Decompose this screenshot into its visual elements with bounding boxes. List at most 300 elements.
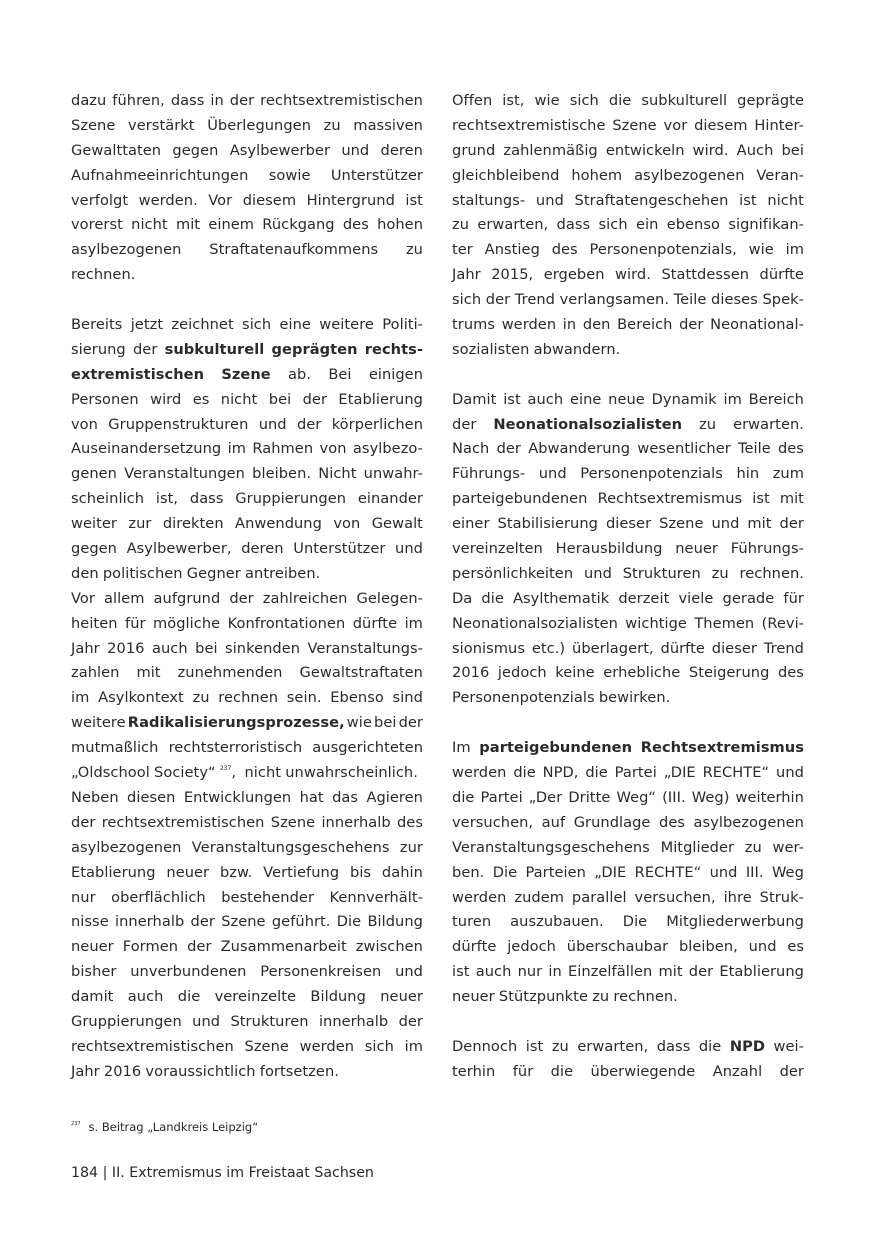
word: überwiegende bbox=[590, 1062, 696, 1080]
word: sein. bbox=[286, 689, 322, 707]
word: neuer bbox=[166, 863, 210, 881]
text-line bbox=[71, 960, 423, 985]
text-line bbox=[452, 213, 804, 238]
word: Society“ bbox=[154, 764, 216, 782]
word: hohen bbox=[377, 216, 423, 234]
text-line bbox=[452, 487, 804, 512]
word-with-footnote bbox=[154, 761, 240, 786]
text-line bbox=[452, 437, 804, 462]
text-line bbox=[71, 487, 423, 512]
word: Szene bbox=[221, 913, 266, 931]
word: Damit bbox=[452, 390, 497, 408]
word: „Oldschool bbox=[71, 764, 150, 782]
word: ist, bbox=[155, 490, 179, 508]
word: wesentlicher bbox=[637, 440, 731, 458]
word: Spek- bbox=[762, 291, 804, 309]
text-line bbox=[71, 164, 423, 189]
word: innerhalb bbox=[115, 913, 185, 931]
word: nicht bbox=[131, 216, 168, 234]
word: auch bbox=[127, 988, 164, 1006]
word: 2016 bbox=[103, 1062, 142, 1080]
word: nur bbox=[517, 963, 543, 981]
word: bleiben, bbox=[678, 938, 738, 956]
word: der bbox=[398, 714, 423, 732]
word: sich bbox=[598, 216, 628, 234]
word: der bbox=[688, 963, 714, 981]
word: Konfrontationen bbox=[227, 614, 346, 632]
text-line bbox=[452, 811, 804, 836]
word: antreiben. bbox=[245, 564, 321, 582]
word: weiterhin bbox=[735, 788, 804, 806]
word: der bbox=[679, 316, 704, 334]
word: Partei bbox=[480, 788, 523, 806]
word: einander bbox=[357, 490, 423, 508]
word: Überlegungen bbox=[207, 116, 311, 134]
word: Szene bbox=[659, 515, 704, 533]
word: ist bbox=[752, 490, 770, 508]
word: zu bbox=[551, 1037, 569, 1055]
word: hohem bbox=[571, 166, 623, 184]
word: dass bbox=[656, 1037, 691, 1055]
word: zu bbox=[711, 564, 729, 582]
word: einer bbox=[452, 515, 490, 533]
word: dieses bbox=[711, 291, 758, 309]
word: Bereich bbox=[748, 390, 804, 408]
text-line bbox=[71, 189, 423, 214]
word: Jahr bbox=[71, 639, 100, 657]
word: genen bbox=[71, 465, 117, 483]
word: überschaubar bbox=[566, 938, 669, 956]
word: Kennverhält- bbox=[329, 888, 423, 906]
word: weitere bbox=[319, 316, 374, 334]
word: grund bbox=[452, 141, 496, 159]
text-line bbox=[452, 164, 804, 189]
word: innerhalb bbox=[318, 1012, 389, 1030]
word: gleichbleibend bbox=[452, 166, 560, 184]
word: Neben bbox=[71, 788, 119, 806]
word: dürfte bbox=[352, 614, 398, 632]
word: staltungs- bbox=[452, 191, 526, 209]
text-line bbox=[452, 388, 804, 413]
text-line bbox=[452, 960, 804, 985]
word: auch bbox=[527, 390, 564, 408]
word: versuchen, bbox=[634, 888, 716, 906]
word: zu bbox=[323, 116, 341, 134]
word: Formen bbox=[122, 938, 179, 956]
text-line bbox=[71, 562, 423, 587]
word: neuer bbox=[675, 540, 718, 558]
word: Weg bbox=[771, 863, 804, 881]
text-line bbox=[452, 761, 804, 786]
text-line bbox=[452, 836, 804, 861]
word: Die bbox=[492, 863, 518, 881]
text-line bbox=[71, 711, 423, 736]
word: der bbox=[229, 589, 254, 607]
word: dürfte bbox=[452, 938, 497, 956]
word: es bbox=[787, 938, 804, 956]
word: die bbox=[698, 1037, 722, 1055]
word: verfolgt bbox=[71, 191, 129, 209]
word: massiven bbox=[353, 116, 423, 134]
word: Gewalt bbox=[371, 515, 423, 533]
word: sich bbox=[242, 316, 272, 334]
word: Partei bbox=[614, 764, 657, 782]
text-line bbox=[71, 886, 423, 911]
word: die bbox=[177, 988, 201, 1006]
word: 2016 bbox=[452, 664, 490, 682]
word: bei bbox=[268, 390, 292, 408]
word: zunehmenden bbox=[177, 664, 283, 682]
word: parallel bbox=[571, 888, 627, 906]
word: der bbox=[296, 415, 322, 433]
word: im bbox=[785, 241, 804, 259]
word: neuer bbox=[452, 988, 495, 1006]
word: voraussichtlich bbox=[145, 1062, 256, 1080]
text-line bbox=[452, 612, 804, 637]
word: asylbezogenen bbox=[634, 166, 745, 184]
word: sich bbox=[364, 1037, 394, 1055]
word: dass bbox=[556, 216, 591, 234]
word: Veran- bbox=[756, 166, 804, 184]
word: (Revi- bbox=[761, 614, 804, 632]
word: Parteien bbox=[525, 863, 586, 881]
word: politischen bbox=[102, 564, 183, 582]
word: erhebliche bbox=[603, 664, 681, 682]
word: die bbox=[585, 764, 608, 782]
word: innerhalb bbox=[321, 813, 391, 831]
word: Zusammenarbeit bbox=[220, 938, 347, 956]
text-line bbox=[71, 388, 423, 413]
text-line bbox=[452, 861, 804, 886]
word: „DIE bbox=[663, 764, 696, 782]
word: Szene bbox=[244, 1037, 289, 1055]
word: auszubauen. bbox=[510, 913, 604, 931]
word: unwahr- bbox=[363, 465, 423, 483]
text-line bbox=[71, 612, 423, 637]
word: Dennoch bbox=[452, 1037, 518, 1055]
text-line bbox=[71, 413, 423, 438]
word: eine bbox=[279, 316, 311, 334]
word: für bbox=[125, 614, 146, 632]
word: signifikan- bbox=[728, 216, 804, 234]
word: der bbox=[779, 515, 804, 533]
word: in bbox=[210, 92, 224, 109]
text-line bbox=[452, 886, 804, 911]
text-line bbox=[452, 637, 804, 662]
text-line bbox=[452, 462, 804, 487]
word: wer- bbox=[772, 838, 804, 856]
word: rechnen. bbox=[613, 988, 678, 1006]
word: sind bbox=[392, 689, 423, 707]
word: Neonationalsozialisten bbox=[452, 614, 618, 632]
word: allem bbox=[103, 589, 145, 607]
word: wird. bbox=[615, 266, 651, 284]
word: NPD, bbox=[542, 764, 579, 782]
word: mögliche bbox=[153, 614, 221, 632]
word: zeichnet bbox=[171, 316, 234, 334]
word: in bbox=[548, 963, 562, 981]
word: Etablierung bbox=[338, 390, 423, 408]
word: im bbox=[404, 614, 423, 632]
word: im bbox=[404, 1037, 423, 1055]
text-line bbox=[71, 263, 423, 288]
word: Auch bbox=[736, 141, 774, 159]
paragraph-gap bbox=[452, 711, 804, 736]
word: des bbox=[659, 813, 685, 831]
word: ab. bbox=[288, 365, 312, 383]
emphasis-word: geprägten bbox=[271, 340, 358, 358]
word: die bbox=[481, 589, 504, 607]
text-line bbox=[452, 512, 804, 537]
text-line bbox=[452, 189, 804, 214]
word: Themen bbox=[694, 614, 755, 632]
word: Etablierung bbox=[719, 963, 804, 981]
word: und bbox=[395, 540, 423, 558]
word: nur bbox=[71, 888, 96, 906]
word: Jahr bbox=[71, 1062, 100, 1080]
word: Struk- bbox=[759, 888, 804, 906]
word: Dritte bbox=[568, 788, 611, 806]
word: zur bbox=[128, 515, 152, 533]
word: dass bbox=[170, 92, 205, 109]
word: sierung bbox=[71, 340, 126, 358]
word: im bbox=[723, 390, 742, 408]
word: auch bbox=[475, 963, 512, 981]
word: etc.) bbox=[531, 639, 566, 657]
word: Bildung bbox=[367, 913, 423, 931]
word: Stattdessen bbox=[661, 266, 750, 284]
word: vor bbox=[663, 116, 688, 134]
text-line bbox=[71, 462, 423, 487]
text-line bbox=[71, 761, 423, 786]
word: der bbox=[452, 415, 477, 433]
word: (III. bbox=[662, 788, 686, 806]
word: fortsetzen. bbox=[259, 1062, 339, 1080]
text-line bbox=[71, 637, 423, 662]
word: des bbox=[777, 664, 804, 682]
word: auch bbox=[151, 639, 188, 657]
word: geprägte bbox=[737, 92, 804, 109]
word: der bbox=[187, 938, 212, 956]
word: Herausbildung bbox=[555, 540, 663, 558]
word: entwickeln bbox=[605, 141, 685, 159]
word: von bbox=[333, 515, 361, 533]
right-text-column bbox=[452, 89, 804, 1085]
word: persönlichkeiten bbox=[452, 564, 574, 582]
word: und bbox=[709, 863, 738, 881]
word: gegen bbox=[71, 540, 117, 558]
word: und bbox=[583, 564, 612, 582]
word: für bbox=[783, 589, 804, 607]
text-line bbox=[71, 114, 423, 139]
text-line bbox=[452, 935, 804, 960]
word: derzeit bbox=[618, 589, 670, 607]
word: trums bbox=[452, 316, 496, 334]
word: bisher bbox=[71, 963, 117, 981]
word: Gewalttaten bbox=[71, 141, 162, 159]
text-line bbox=[71, 213, 423, 238]
word: bewirken. bbox=[598, 689, 671, 707]
word: Gegner bbox=[186, 564, 241, 582]
word: und bbox=[711, 515, 740, 533]
word: rechtsextremistischen bbox=[71, 1037, 234, 1055]
word: ist bbox=[405, 191, 423, 209]
word: geführt. bbox=[271, 913, 331, 931]
emphasis-word: parteigebundenen bbox=[479, 739, 633, 757]
text-line bbox=[71, 1010, 423, 1035]
word: ergeben bbox=[543, 266, 605, 284]
text-line bbox=[452, 537, 804, 562]
word: Gelegen- bbox=[356, 589, 423, 607]
word: Rechtsextremismus bbox=[597, 490, 743, 508]
word: der bbox=[485, 291, 511, 309]
word: von bbox=[319, 440, 347, 458]
word: 2015, bbox=[491, 266, 534, 284]
word: auf bbox=[541, 813, 566, 831]
word: mit bbox=[175, 216, 201, 234]
text-line bbox=[71, 437, 423, 462]
text-line bbox=[452, 587, 804, 612]
word: die bbox=[550, 1062, 574, 1080]
word: damit bbox=[71, 988, 114, 1006]
word: Asylthematik bbox=[512, 589, 610, 607]
word: die bbox=[513, 764, 536, 782]
text-line bbox=[71, 313, 423, 338]
word: und bbox=[748, 938, 777, 956]
text-line bbox=[452, 413, 804, 438]
emphasis-word: Szene bbox=[221, 365, 271, 383]
word: überlagert, bbox=[572, 639, 654, 657]
word: der bbox=[190, 913, 215, 931]
text-line bbox=[71, 363, 423, 388]
word: jedoch bbox=[497, 664, 547, 682]
word: der bbox=[229, 92, 255, 109]
word: zum bbox=[772, 465, 804, 483]
word: Hinter- bbox=[754, 116, 804, 134]
text-line bbox=[452, 313, 804, 338]
word: zu bbox=[744, 838, 762, 856]
word: Rückgang bbox=[262, 216, 335, 234]
text-line bbox=[71, 89, 423, 114]
word: und bbox=[395, 963, 423, 981]
word: bleiben. bbox=[252, 465, 312, 483]
word: weiter bbox=[71, 515, 117, 533]
word: Personenpotenzials bbox=[580, 465, 723, 483]
word: sich bbox=[452, 291, 482, 309]
word: Jahr bbox=[452, 266, 481, 284]
word: eine bbox=[569, 390, 602, 408]
word: mutmaßlich bbox=[71, 739, 159, 757]
word: Straftatengeschehen bbox=[574, 191, 729, 209]
word: neue bbox=[608, 390, 645, 408]
word: Szene bbox=[270, 813, 316, 831]
word: sinkenden bbox=[225, 639, 301, 657]
word: wie bbox=[748, 241, 774, 259]
word: Straftatenaufkommens bbox=[209, 241, 379, 259]
word: rechnen. bbox=[739, 564, 804, 582]
word: der bbox=[496, 440, 521, 458]
word: und bbox=[192, 1012, 221, 1030]
word: Asylbewerber, bbox=[126, 540, 232, 558]
word: Grundlage bbox=[573, 813, 651, 831]
word: keine bbox=[555, 664, 595, 682]
text-line bbox=[452, 686, 804, 711]
word: abwandern. bbox=[533, 340, 621, 358]
word: und bbox=[341, 141, 370, 159]
text-line bbox=[452, 238, 804, 263]
word: Gewaltstraftaten bbox=[299, 664, 423, 682]
word: oberflächlich bbox=[111, 888, 206, 906]
word: werden bbox=[452, 764, 507, 782]
word: sozialisten bbox=[452, 340, 530, 358]
word: unwahrscheinlich. bbox=[285, 764, 418, 782]
word: neuer bbox=[71, 938, 114, 956]
word: in bbox=[562, 316, 577, 334]
text-line bbox=[71, 1060, 423, 1085]
word: führen, bbox=[112, 92, 165, 109]
word: ter bbox=[452, 241, 473, 259]
text-line bbox=[71, 238, 423, 263]
text-line bbox=[71, 338, 423, 363]
word: aufgrund bbox=[153, 589, 221, 607]
word: Asylkontext bbox=[98, 689, 184, 707]
word: werden bbox=[501, 316, 557, 334]
text-line bbox=[71, 686, 423, 711]
word: Vor bbox=[71, 589, 95, 607]
word: zahlreichen bbox=[262, 589, 348, 607]
word: Aufnahmeeinrichtungen bbox=[71, 166, 249, 184]
word: von bbox=[71, 415, 98, 433]
text-line bbox=[452, 985, 804, 1010]
word: Teile bbox=[673, 291, 707, 309]
text-line bbox=[452, 338, 804, 363]
word: wie bbox=[534, 92, 560, 109]
paragraph-gap bbox=[71, 288, 423, 313]
text-line bbox=[452, 263, 804, 288]
word: nicht bbox=[220, 390, 258, 408]
word: Auseinandersetzung bbox=[71, 440, 222, 458]
word: dazu bbox=[71, 92, 107, 109]
word: hin bbox=[736, 465, 760, 483]
word: Veranstaltungen bbox=[124, 465, 245, 483]
text-line bbox=[71, 811, 423, 836]
word: vereinzelte bbox=[214, 988, 297, 1006]
word: Ebenso bbox=[330, 689, 384, 707]
word: direkten bbox=[162, 515, 224, 533]
word: „Der bbox=[528, 788, 563, 806]
word: erwarten, bbox=[477, 216, 549, 234]
word: bei bbox=[781, 141, 804, 159]
word: sowie bbox=[268, 166, 311, 184]
word: bestehender bbox=[221, 888, 315, 906]
word: vereinzelten bbox=[452, 540, 543, 558]
word: Personenkreisen bbox=[260, 963, 382, 981]
word: asylbezogenen bbox=[71, 838, 182, 856]
word: Führungs- bbox=[452, 465, 526, 483]
word: bei bbox=[374, 714, 397, 732]
word: Teile bbox=[738, 440, 771, 458]
emphasis-word: Radikalisierungsprozesse, bbox=[127, 714, 345, 732]
paragraph-gap bbox=[452, 363, 804, 388]
word: Gruppierungen bbox=[235, 490, 347, 508]
word: zu bbox=[405, 241, 423, 259]
word: rechtsextremistische bbox=[452, 116, 606, 134]
text-line bbox=[452, 288, 804, 313]
word: Mitgliederwerbung bbox=[666, 913, 804, 931]
word: Szene bbox=[612, 116, 657, 134]
text-line bbox=[452, 139, 804, 164]
word: Die bbox=[336, 913, 362, 931]
